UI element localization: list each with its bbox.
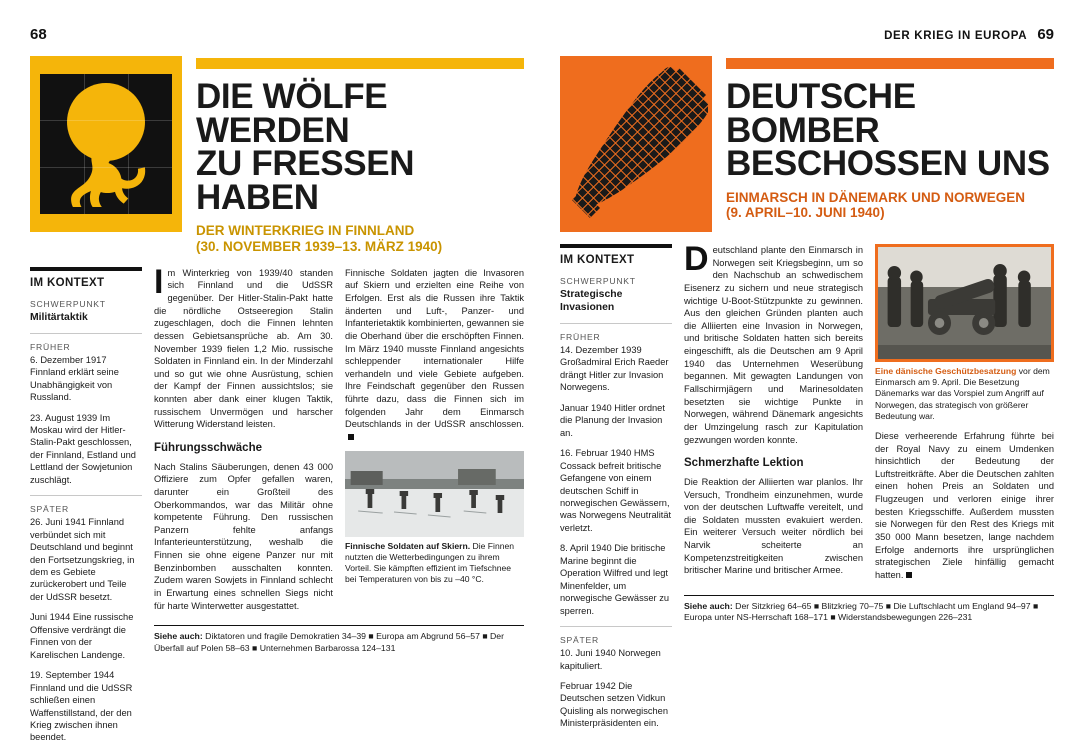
page-number-right: 69 (1037, 26, 1054, 43)
left-in-context-box (30, 267, 142, 752)
left-see-also-label: Siehe auch: (154, 631, 203, 642)
left-see-also (154, 631, 524, 654)
right-col2-p1 (875, 430, 1054, 582)
right-later-item-2: Februar 1942 Die Deutschen setzen Vidkun Quisling als norwegischen Ministerpräsidenten ein. (560, 680, 669, 729)
wolf-silhouette-icon (60, 128, 152, 210)
left-context-heading: IM KONTEXT (30, 276, 105, 289)
right-later-label: SPÄTER (560, 635, 600, 646)
context-rule (30, 267, 142, 271)
end-mark-right (906, 572, 912, 578)
left-see-also-rule (154, 625, 524, 626)
right-hero (560, 56, 1054, 232)
right-body-column-1 (684, 240, 863, 589)
right-see-also (684, 601, 1054, 624)
right-earlier-item-2: Januar 1940 Hitler ordnet die Planung der Invasion an. (560, 402, 665, 438)
right-focus-label: SCHWERPUNKT (560, 276, 636, 286)
right-body (684, 240, 1054, 738)
left-see-also-text[interactable]: Diktatoren und fragile Demokratien 34–39 ■ Europa am Abgrund 56–57 ■ Der Überfall auf Polen 58–63 ■ Unternehmen Barbarossa 124–131 (154, 631, 504, 654)
wolf-moon-illustration (30, 56, 182, 232)
right-focus-value: Strategische Invasionen (560, 289, 623, 313)
right-earlier-item-1: 14. Dezember 1939 Großadmiral Erich Raeder drängt Hitler zur Invasion Norwegens. (560, 345, 669, 393)
right-col2-p1-text: Diese verheerende Erfahrung führte bei der Royal Navy zu einem Umdenken hinsichtlich der Bedeutung der Luftstreitkräfte. Aber die Deutschen zahlten einen hohen Preis an Soldaten und Flugzeugen und verloren einige ihrer besten Kriegsschiffe. Außerdem mussten sie Norwegen für den Rest des Kriegs mit 350 000 Mann besetzen, lange nachdem Erfolge andernorts ihre ursprünglichen strategischen Ziele hinfällig gemacht hatten. (875, 430, 1054, 580)
left-article-title (196, 77, 524, 217)
left-col1-p1: m Winterkrieg von 1939/40 standen sich Finnland und die UdSSR gegenüber. Der Hitler-Stalin-Pakt hatte die nördliche Ostseeregion Stalin zugeschlagen, doch die Finnen lehnten dessen Gebietsansprüche ab. Am 30. November 1939 fielen 1,2 Mio. russische Soldaten in Finnland ein. In der Minderzahl und so gut wie ohne Ausrüstung, schien der Kampf der Finnen aussichtslos; sie konnten aber dank einer klugen Taktik, russischem Unvermögen und harscher Witterung Widerstand leisten. (154, 267, 333, 430)
right-title-line2: BESCHOSSEN UNS (726, 144, 1050, 184)
right-title-line1: DEUTSCHE BOMBER (726, 77, 916, 150)
context-divider-2 (30, 495, 142, 496)
left-earlier-label: FRÜHER (30, 341, 71, 352)
left-later-item-3: 19. September 1944 Finnland und die UdSSR schließen einen Waffenstillstand, der den Krieg zwischen ihnen beendet. (30, 670, 133, 743)
photo-danish-gun-crew (875, 244, 1054, 362)
right-col1-p2: Die Reaktion der Alliierten war planlos. Ihr Versuch, Trondheim einzunehmen, wurde von der deutschen Luftwaffe vereitelt, und die Soldaten mussten evakuiert werden. Ein weiterer Versuch weiter nördlich bei Narvik scheiterte an Kompetenzstreitigkeiten zwischen britischer Marine und britischer Armee. (684, 476, 863, 576)
running-head: DER KRIEG IN EUROPA (884, 30, 1028, 42)
context-divider-right (560, 323, 672, 324)
left-page-header (30, 26, 524, 48)
left-photo-caption (345, 541, 524, 586)
left-col2-p1-text: Finnische Soldaten jagten die Invasoren auf Skiern und erzielten eine Reihe von Erfolgen. Erst als die Russen ihre Taktik änderten und Luft-, Panzer- und Infanterietaktik kombinierten, gewannen sie die Oberhand über die erschöpften Finnen. Im März 1940 musste Finnland angesichts schleppender internationaler Hilfe verhandeln und viele Gebiete aufgeben. Ihre Feindschaft gegenüber den Russen führte dazu, dass die Finnen sich im folgenden Jahr dem Einmarsch Deutschlands in der UdSSR anschlossen. (345, 267, 524, 430)
left-col1-p2: Nach Stalins Säuberungen, denen 43 000 Offiziere zum Opfer gefallen waren, darunter ein Großteil des Oberkommandos, war das Militär ohne kompetente Führung. Den russischen Panzern fehlte anfangs Infanterieunterstützung, weshalb die Finnen sie ohne eigene Panzer nur mit Benzinbomben ausschalten konnten. Zudem waren Sowjets in Finnland schlecht in Erwartung eines schnellen Siegs nicht für harte Winterwetter ausgestattet. (154, 461, 333, 611)
end-mark (348, 434, 354, 440)
right-photo-caption (875, 366, 1054, 422)
right-see-also-label: Siehe auch: (684, 600, 733, 611)
left-subtitle-line1: DER WINTERKRIEG IN FINNLAND (196, 223, 415, 239)
left-article-subtitle (196, 223, 524, 254)
right-see-also-text[interactable]: Der Sitzkrieg 64–65 ■ Blitzkrieg 70–75 ■ Die Luftschlacht um England 94–97 ■ Europa unter NS-Herrschaft 168–171 ■ Widerstandsbewegungen 226–231 (684, 600, 1039, 623)
right-caption-bold: Eine dänische Geschützbesatzung (875, 366, 1017, 376)
right-earlier-item-4: 8. April 1940 Die britische Marine beginnt die Operation Wilfred und legt Minenfelder, um norwegische Gewässer zu sperren. (560, 543, 670, 616)
context-divider-right-2 (560, 626, 672, 627)
context-divider (30, 333, 142, 334)
right-earlier-label: FRÜHER (560, 332, 601, 342)
left-earlier-item-1: 6. Dezember 1917 Finnland erklärt seine Unabhängigkeit von Russland. (30, 354, 119, 403)
right-body-column-2 (875, 244, 1054, 589)
right-columns (560, 240, 1054, 738)
right-page-header (560, 26, 1054, 48)
left-body-column-1 (154, 262, 333, 620)
left-accent-rule (196, 58, 524, 69)
right-later-item-1: 10. Juni 1940 Norwegen kapituliert. (560, 648, 661, 671)
bomb-icon (566, 66, 708, 224)
right-lead-paragraph (684, 240, 863, 446)
right-subtitle-line2: (9. APRIL–10. JUNI 1940) (726, 205, 885, 221)
left-col2-p1 (345, 267, 524, 444)
context-rule-right (560, 244, 672, 248)
page-number-left: 68 (30, 26, 47, 43)
left-later-item-1: 26. Juni 1941 Finnland verbündet sich mit Deutschland und beginnt den Fortsetzungskrieg, in dem es Gebiete zurückerobert und Teile der UdSSR besetzt. (30, 517, 135, 602)
left-page (0, 0, 542, 743)
left-hero-text (196, 56, 524, 255)
right-dropcap: D (684, 240, 709, 278)
right-col1-p1: eutschland plante den Einmarsch in Norwegen seit Kriegsbeginn, um so den Nachschub an schwedischem Eisenerz zu sichern und neue strategisch wichtige U-Boot-Stützpunkte zu gewinnen. Aus den gleichen Gründen planten auch die Alliierten eine Invasion in Norwegen, und britische Soldaten hatten sich bereits eingeschifft, als die Deutschen am 9 April 1940 das Unternehmen Weserübung begannen. Mit gewagten Landungen von Fallschirmjägern und Marinesoldaten besetzten sie wichtige Punkte in Norwegen, während Dänemark angesichts der Umzingelung rasch zur Kapitulation gezwungen worden konnte. (684, 245, 863, 445)
left-hero (30, 56, 524, 255)
left-body (154, 262, 524, 752)
left-caption-bold: Finnische Soldaten auf Skiern. (345, 540, 471, 551)
left-caption-text: Die Finnen nutzten die Wetterbedingungen zu ihrem Vorteil. Sie kämpften effizient im Tiefschnee bei Temperaturen von bis zu –40 °C. (345, 540, 515, 585)
bomb-illustration (560, 56, 712, 232)
right-page (542, 0, 1084, 729)
left-subtitle-line2: (30. NOVEMBER 1939–13. MÄRZ 1940) (196, 239, 443, 255)
right-subheading: Schmerzhafte Lektion (684, 457, 804, 470)
left-columns (30, 262, 524, 752)
right-in-context-box (560, 244, 672, 738)
right-earlier-item-3: 16. Februar 1940 HMS Cossack befreit britische Gefangene von einem deutschen Schiff in norwegischen Gewässern, was Norwegens Neutralität verletzt. (560, 448, 672, 533)
left-focus-label: SCHWERPUNKT (30, 298, 106, 309)
right-see-also-rule (684, 595, 1054, 596)
right-context-heading: IM KONTEXT (560, 254, 635, 266)
photo-finnish-soldiers (345, 451, 524, 537)
left-later-item-2: Juni 1944 Eine russische Offensive verdrängt die Finnen von der Karelischen Landenge. (30, 612, 134, 660)
right-accent-rule (726, 58, 1054, 69)
right-article-title (726, 77, 1054, 184)
left-subheading: Führungsschwäche (154, 442, 262, 455)
left-title-line1: DIE WÖLFE WERDEN (196, 77, 388, 150)
page-gutter (542, 0, 543, 648)
left-title-line2: ZU FRESSEN HABEN (196, 144, 415, 217)
right-hero-text (726, 56, 1054, 232)
left-dropcap: I (154, 262, 164, 301)
left-earlier-item-2: 23. August 1939 Im Moskau wird der Hitler-Stalin-Pakt geschlossen, der Finnland, Estland und Lettland der Sowjetunion zuschlägt. (30, 412, 136, 485)
right-caption-text: vor dem Einmarsch am 9. April. Die Besetzung Dänemarks war das Vorspiel zum Angriff auf Norwegen, das strategisch von größerer Bedeutung war. (875, 366, 1050, 421)
left-later-label: SPÄTER (30, 504, 70, 515)
right-article-subtitle (726, 190, 1054, 221)
left-lead-paragraph (154, 262, 333, 431)
right-subtitle-line1: EINMARSCH IN DÄNEMARK UND NORWEGEN (726, 189, 1026, 205)
left-focus-value: Militärtaktik (30, 311, 88, 323)
left-body-column-2 (345, 267, 524, 620)
